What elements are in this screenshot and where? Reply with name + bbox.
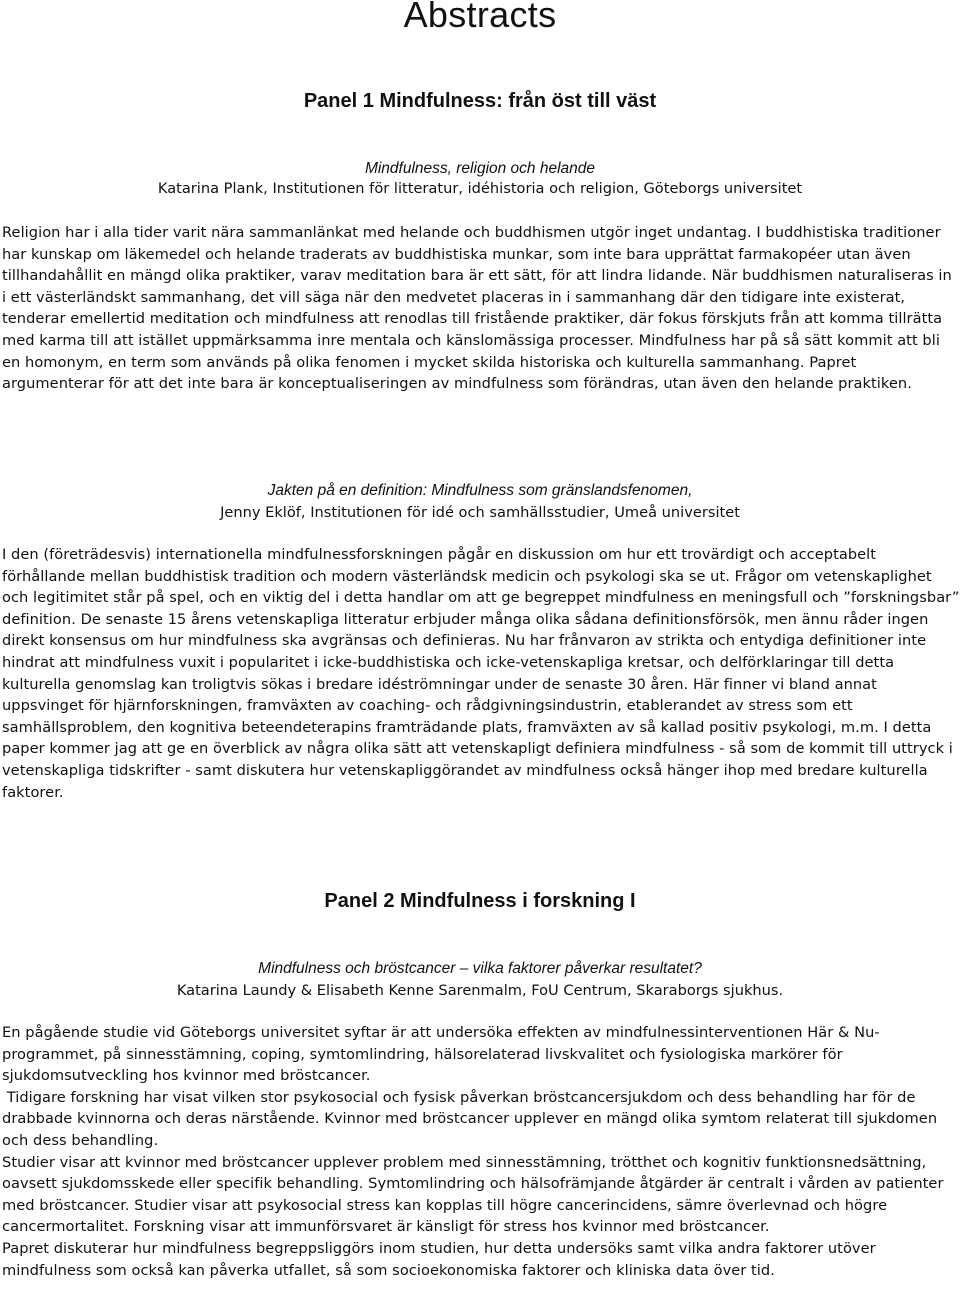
paper-3-title: Mindfulness och bröstcancer – vilka faktorer påverkar resultatet? xyxy=(258,960,702,977)
paper-3-paragraph-1: En pågående studie vid Göteborgs universitet syftar är att undersöka effekten av mindfulnessinterventionen Här & Nu-programmet, på sinnesstämning, coping, symtomlindring, hälsorelaterad livskvalitet och fysiologiska markörer för sjukdomsutveckling hos kvinnor med bröstcancer. xyxy=(2,1024,880,1085)
panel-1-title: Panel 1 Mindfulness: från öst till väst xyxy=(303,90,657,112)
paper-1-authors: Katarina Plank, Institutionen för litteratur, idéhistoria och religion, Göteborgs universitet xyxy=(157,180,803,197)
document-title: Abstracts xyxy=(403,0,557,35)
paper-2-authors: Jenny Eklöf, Institutionen för idé och samhällsstudier, Umeå universitet xyxy=(220,504,740,521)
paper-3-abstract xyxy=(2,1022,960,1281)
paper-1-title: Mindfulness, religion och helande xyxy=(364,160,596,177)
panel-2-title: Panel 2 Mindfulness i forskning I xyxy=(324,890,636,912)
paper-2-title: Jakten på en definition: Mindfulness som gränslandsfenomen, xyxy=(267,482,693,499)
paper-3-authors: Katarina Laundy & Elisabeth Kenne Sarenmalm, FoU Centrum, Skaraborgs sjukhus. xyxy=(176,982,784,999)
paper-3-paragraph-4: Papret diskuterar hur mindfulness begreppsliggörs inom studien, hur detta undersöks samt vilka andra faktorer utöver mindfulness som också kan påverka utfallet, så som socioekonomiska faktorer och kliniska data över tid. xyxy=(2,1239,876,1279)
paper-2-abstract xyxy=(2,544,960,803)
paper-3-paragraph-2: Tidigare forskning har visat vilken stor psykosocial och fysisk påverkan bröstcancersjukdom och dess behandling har för de drabbade kvinnorna och deras närstående. Kvinnor med bröstcancer upplever en mängd olika symtom relaterat till sjukdomen och dess behandling. xyxy=(2,1088,942,1149)
paper-3-paragraph-3: Studier visar att kvinnor med bröstcancer upplever problem med sinnesstämning, trötthet och kognitiv funktionsnedsättning, oavsett sjukdomsskede eller specifik behandling. Symtomlindring och hälsofrämjande åtgärder är centralt i vården av patienter med bröstcancer. Studier visar att psykosocial stress kan kopplas till högre cancerincidens, sämre överlevnad och högre cancermortalitet. Forskning visar att immunförsvaret är känsligt för stress hos kvinnor med bröstcancer. xyxy=(2,1153,944,1236)
paper-1-paragraph: Religion har i alla tider varit nära sammanlänkat med helande och buddhismen utgör inget undantag. I buddhistiska traditioner har kunskap om läkemedel och helande traderats av buddhistiska munkar, som inte bara upprättat farmakopéer utan även tillhandahållit en mängd olika praktiker, varav meditation bara är ett sätt, för att lindra lidande. När buddhismen naturaliseras in i ett västerländskt sammanhang, det vill säga när den medvetet placeras in i sammanhang där den tidigare inte existerat, tenderar emellertid meditation och mindfulness att renodlas till fristående praktiker, där fokus förskjuts från att komma tillrätta med karma till att istället uppmärksamma inre mentala och känslomässiga processer. Mindfulness har på så sätt kommit att bli en homonym, en term som används på olika fenomen i mycket skilda historiska och kulturella sammanhang. Papret argumenterar för att det inte bara är konceptualiseringen av mindfulness som förändras, utan även den helande praktiken. xyxy=(2,224,952,393)
paper-1-abstract xyxy=(2,222,960,395)
paper-2-paragraph: I den (företrädesvis) internationella mindfulnessforskningen pågår en diskussion om hur ett trovärdigt och acceptabelt förhållande mellan buddhistisk tradition och modern västerländsk medicin och psykologi ska se ut. Frågor om vetenskaplighet och legitimitet står på spel, och en viktig del i detta handlar om att ge begreppet mindfulness en meningsfull och ”forskningsbar” definition. De senaste 15 årens vetenskapliga litteratur erbjuder många olika sådana definitionsförsök, men ännu råder ingen direkt konsensus om hur mindfulness ska avgränsas och definieras. Nu har frånvaron av strikta och entydiga definitioner inte hindrat att mindfulness vuxit i popularitet i icke-buddhistiska och icke-vetenskapliga kretsar, och delförklaringar till detta kulturella genomslag kan troligtvis sökas i bredare idéströmningar under de senaste 30 åren. Här finner vi bland annat uppsvinget för hjärnforskningen, framväxten av coaching- och rådgivningsindustrin, etablerandet av stress som ett samhällsproblem, den kognitiva beteendeterapins framträdande plats, framväxten av så kallad positiv psykologi, m.m. I detta paper kommer jag att ge en överblick av några olika sätt att vetenskapligt definiera mindfulness - så som de kommit till uttryck i vetenskapliga tidskrifter - samt diskutera hur vetenskapliggörandet av mindfulness också hänger ihop med bredare kulturella faktorer. xyxy=(2,546,960,801)
